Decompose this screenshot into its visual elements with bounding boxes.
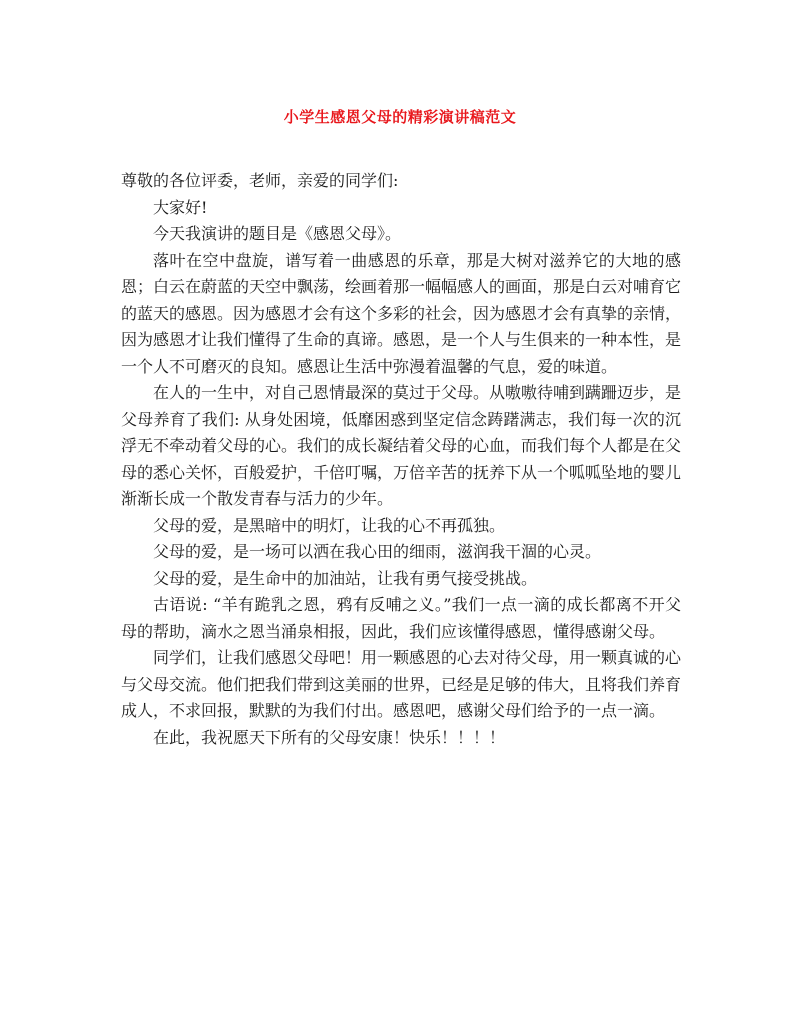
body-paragraph-classmates: 同学们，让我们感恩父母吧！用一颗感恩的心去对待父母，用一颗真诚的心与父母交流。他们把我们带到这美丽的世界，已经是足够的伟大，且将我们养育成人，不求回报，默默的为我们付出。感恩吧，感谢父母们给予的一点一滴。 <box>121 648 682 720</box>
salutation-paragraph: 尊敬的各位评委，老师，亲爱的同学们: <box>121 171 399 190</box>
topic-paragraph: 今天我演讲的题目是《感恩父母》。 <box>153 224 402 243</box>
document-title: 小学生感恩父母的精彩演讲稿范文 <box>283 108 517 126</box>
closing-paragraph: 在此，我祝愿天下所有的父母安康！快乐！！！！ <box>153 727 506 747</box>
body-paragraph-rain: 父母的爱，是一场可以洒在我心田的细雨，滋润我干涸的心灵。 <box>153 542 602 561</box>
body-paragraph-station: 父母的爱，是生命中的加油站，让我有勇气接受挑战。 <box>153 568 538 588</box>
document-body <box>121 168 681 751</box>
body-paragraph-parents: 在人的一生中，对自己恩情最深的莫过于父母。从嗷嗷待哺到蹒跚迈步，是父母养育了我们: 从身处困境，低靡困惑到坚定信念踌躇满志，我们每一次的沉浮无不牵动着父母的心。我们的成长凝结着父母的心血，而我们每个人都是在父母的悉心关怀，百般爱护，千倍叮嘱，万倍辛苦的抚养下从一个呱呱坠地的婴儿渐渐长成一个散发青春与活力的少年。 <box>121 383 682 508</box>
body-paragraph-proverb: 古语说: “羊有跪乳之恩，鸦有反哺之义。”我们一点一滴的成长都离不开父母的帮助，滴水之恩当涌泉相报，因此，我们应该懂得感恩，懂得感谢父母。 <box>121 595 681 641</box>
body-paragraph-lamp: 父母的爱，是黑暗中的明灯，让我的心不再孤独。 <box>153 515 506 535</box>
greeting-paragraph: 大家好! <box>153 197 208 217</box>
body-paragraph-leaves: 落叶在空中盘旋，谱写着一曲感恩的乐章，那是大树对滋养它的大地的感恩；白云在蔚蓝的天空中飘荡，绘画着那一幅幅感人的画面，那是白云对哺育它的蓝天的感恩。因为感恩才会有这个多彩的社会，因为感恩才会有真挚的亲情，因为感恩才让我们懂得了生命的真谛。感恩，是一个人与生俱来的一种本性，是一个人不可磨灭的良知。感恩让生活中弥漫着温馨的气息，爱的味道。 <box>121 250 682 376</box>
